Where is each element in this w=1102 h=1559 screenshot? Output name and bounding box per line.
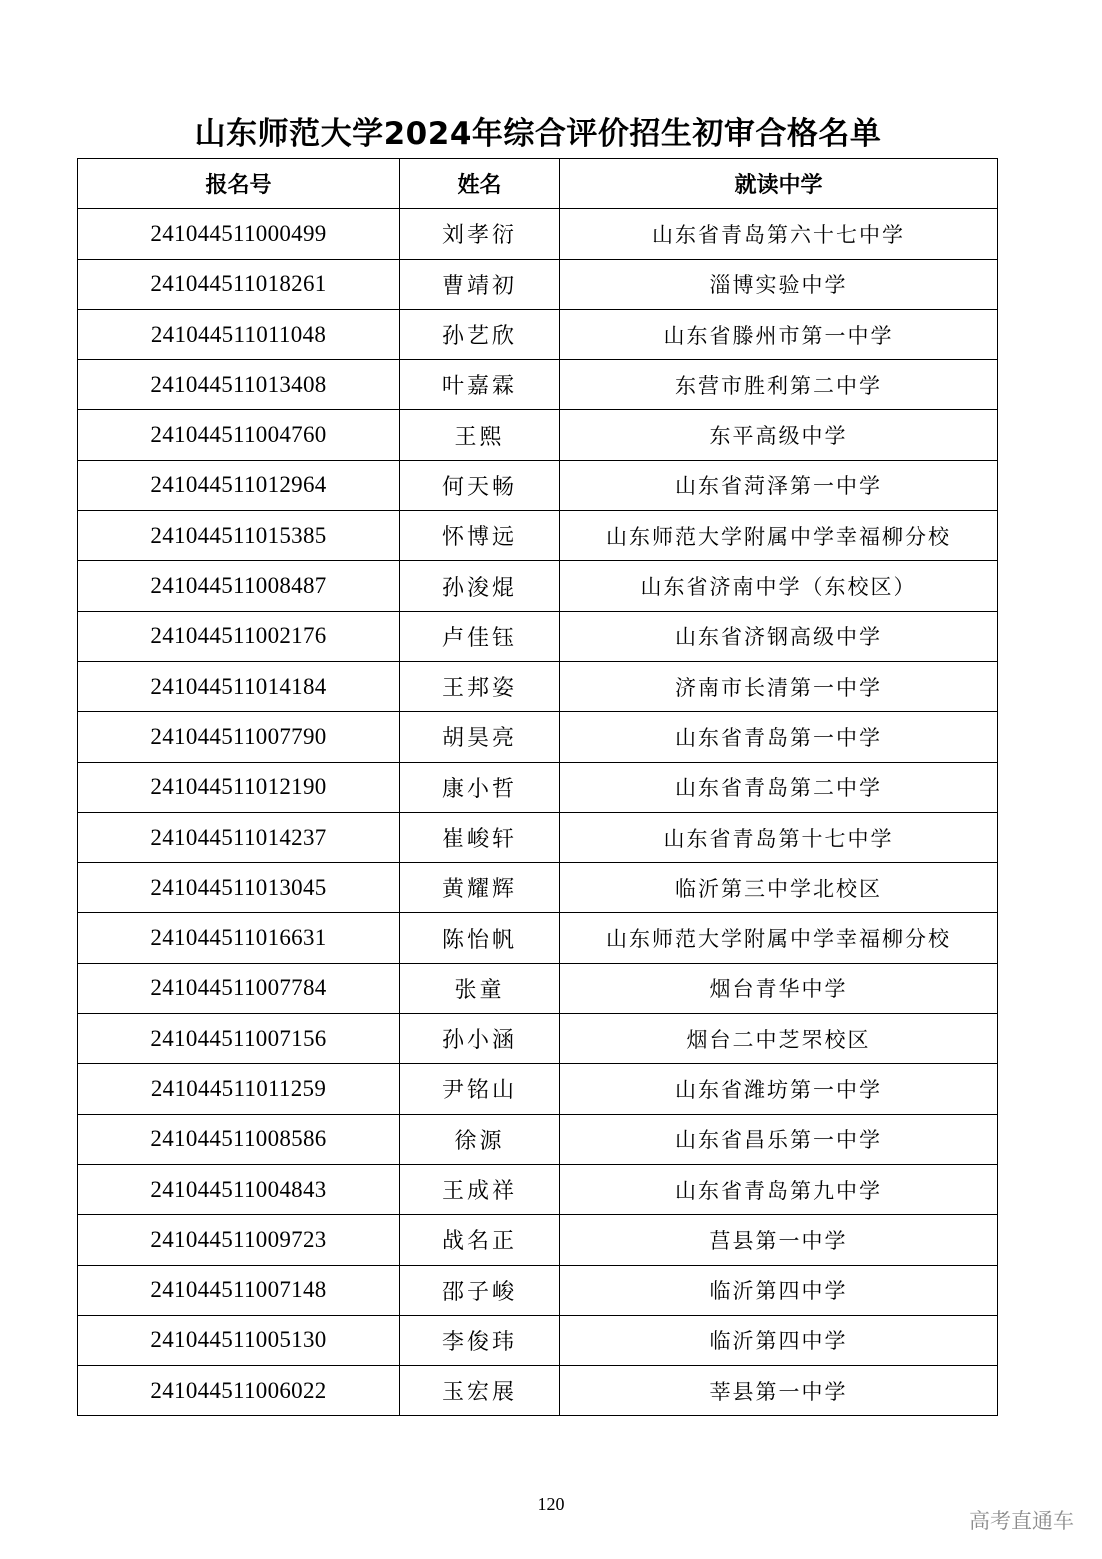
school-name-cell: 山东省青岛第六十七中学: [560, 209, 998, 259]
school-name-cell: 莒县第一中学: [560, 1215, 998, 1265]
school-name-cell: 山东省青岛第九中学: [560, 1164, 998, 1214]
student-name-cell: 王邦姿: [400, 661, 560, 711]
table-row: [78, 209, 998, 259]
column-header-registration-number: 报名号: [78, 159, 400, 209]
registration-number-cell: 241044511014237: [78, 812, 400, 862]
student-name-cell: 怀博远: [400, 511, 560, 561]
school-name-cell: 山东师范大学附属中学幸福柳分校: [560, 511, 998, 561]
table-row: [78, 259, 998, 309]
table-row: [78, 762, 998, 812]
school-name-cell: 山东省潍坊第一中学: [560, 1064, 998, 1114]
page-number: 120: [537, 1494, 565, 1514]
registration-number-cell: 241044511013408: [78, 360, 400, 410]
page-title: 山东师范大学2024年综合评价招生初审合格名单: [194, 116, 882, 152]
registration-number-cell: 241044511016631: [78, 913, 400, 963]
student-name-cell: 邵子峻: [400, 1265, 560, 1315]
student-name-cell: 孙小涵: [400, 1014, 560, 1064]
student-name-cell: 王熙: [400, 410, 560, 460]
student-name-cell: 战名正: [400, 1215, 560, 1265]
student-name-cell: 康小哲: [400, 762, 560, 812]
table-row: [78, 812, 998, 862]
registration-number-cell: 241044511004760: [78, 410, 400, 460]
table-row: [78, 460, 998, 510]
school-name-cell: 东平高级中学: [560, 410, 998, 460]
table-row: [78, 963, 998, 1013]
registration-number-cell: 241044511007148: [78, 1265, 400, 1315]
table-row: [78, 661, 998, 711]
registration-number-cell: 241044511005130: [78, 1315, 400, 1365]
student-name-cell: 崔峻轩: [400, 812, 560, 862]
registration-number-cell: 241044511004843: [78, 1164, 400, 1214]
registration-number-cell: 241044511008586: [78, 1114, 400, 1164]
table-row: [78, 410, 998, 460]
table-row: [78, 1164, 998, 1214]
registration-number-cell: 241044511007156: [78, 1014, 400, 1064]
student-name-cell: 叶嘉霖: [400, 360, 560, 410]
registration-number-cell: 241044511007790: [78, 712, 400, 762]
registration-number-cell: 241044511007784: [78, 963, 400, 1013]
table-row: [78, 1064, 998, 1114]
column-header-school: 就读中学: [560, 159, 998, 209]
student-name-cell: 曹靖初: [400, 259, 560, 309]
table-row: [78, 1114, 998, 1164]
admission-list-table: [77, 158, 998, 1416]
student-name-cell: 卢佳钰: [400, 611, 560, 661]
school-name-cell: 临沂第四中学: [560, 1265, 998, 1315]
registration-number-cell: 241044511015385: [78, 511, 400, 561]
student-name-cell: 黄耀辉: [400, 863, 560, 913]
registration-number-cell: 241044511018261: [78, 259, 400, 309]
school-name-cell: 烟台二中芝罘校区: [560, 1014, 998, 1064]
registration-number-cell: 241044511002176: [78, 611, 400, 661]
school-name-cell: 莘县第一中学: [560, 1366, 998, 1416]
student-name-cell: 玉宏展: [400, 1366, 560, 1416]
table-row: [78, 611, 998, 661]
student-name-cell: 王成祥: [400, 1164, 560, 1214]
school-name-cell: 临沂第三中学北校区: [560, 863, 998, 913]
student-name-cell: 尹铭山: [400, 1064, 560, 1114]
table-header-row: [78, 159, 998, 209]
school-name-cell: 淄博实验中学: [560, 259, 998, 309]
table-row: [78, 1215, 998, 1265]
registration-number-cell: 241044511013045: [78, 863, 400, 913]
table-row: [78, 561, 998, 611]
school-name-cell: 东营市胜利第二中学: [560, 360, 998, 410]
student-name-cell: 刘孝衍: [400, 209, 560, 259]
registration-number-cell: 241044511011259: [78, 1064, 400, 1114]
table-row: [78, 1366, 998, 1416]
school-name-cell: 山东省滕州市第一中学: [560, 309, 998, 359]
table-body: [78, 209, 998, 1416]
student-name-cell: 徐源: [400, 1114, 560, 1164]
registration-number-cell: 241044511009723: [78, 1215, 400, 1265]
registration-number-cell: 241044511014184: [78, 661, 400, 711]
student-name-cell: 胡昊亮: [400, 712, 560, 762]
school-name-cell: 山东省青岛第二中学: [560, 762, 998, 812]
table-row: [78, 863, 998, 913]
student-name-cell: 何天畅: [400, 460, 560, 510]
table-row: [78, 360, 998, 410]
registration-number-cell: 241044511012964: [78, 460, 400, 510]
student-name-cell: 李俊玮: [400, 1315, 560, 1365]
table-row: [78, 1265, 998, 1315]
school-name-cell: 临沂第四中学: [560, 1315, 998, 1365]
school-name-cell: 烟台青华中学: [560, 963, 998, 1013]
watermark: 高考直通车: [969, 1509, 1074, 1533]
student-name-cell: 张童: [400, 963, 560, 1013]
table-row: [78, 511, 998, 561]
school-name-cell: 济南市长清第一中学: [560, 661, 998, 711]
registration-number-cell: 241044511012190: [78, 762, 400, 812]
school-name-cell: 山东省济钢高级中学: [560, 611, 998, 661]
school-name-cell: 山东省昌乐第一中学: [560, 1114, 998, 1164]
registration-number-cell: 241044511006022: [78, 1366, 400, 1416]
table-row: [78, 1014, 998, 1064]
school-name-cell: 山东省菏泽第一中学: [560, 460, 998, 510]
table-row: [78, 309, 998, 359]
table-row: [78, 1315, 998, 1365]
registration-number-cell: 241044511000499: [78, 209, 400, 259]
school-name-cell: 山东省济南中学（东校区）: [560, 561, 998, 611]
table-row: [78, 712, 998, 762]
student-name-cell: 孙艺欣: [400, 309, 560, 359]
column-header-name: 姓名: [400, 159, 560, 209]
table-row: [78, 913, 998, 963]
student-name-cell: 孙浚焜: [400, 561, 560, 611]
registration-number-cell: 241044511011048: [78, 309, 400, 359]
student-name-cell: 陈怡帆: [400, 913, 560, 963]
registration-number-cell: 241044511008487: [78, 561, 400, 611]
school-name-cell: 山东师范大学附属中学幸福柳分校: [560, 913, 998, 963]
school-name-cell: 山东省青岛第十七中学: [560, 812, 998, 862]
school-name-cell: 山东省青岛第一中学: [560, 712, 998, 762]
